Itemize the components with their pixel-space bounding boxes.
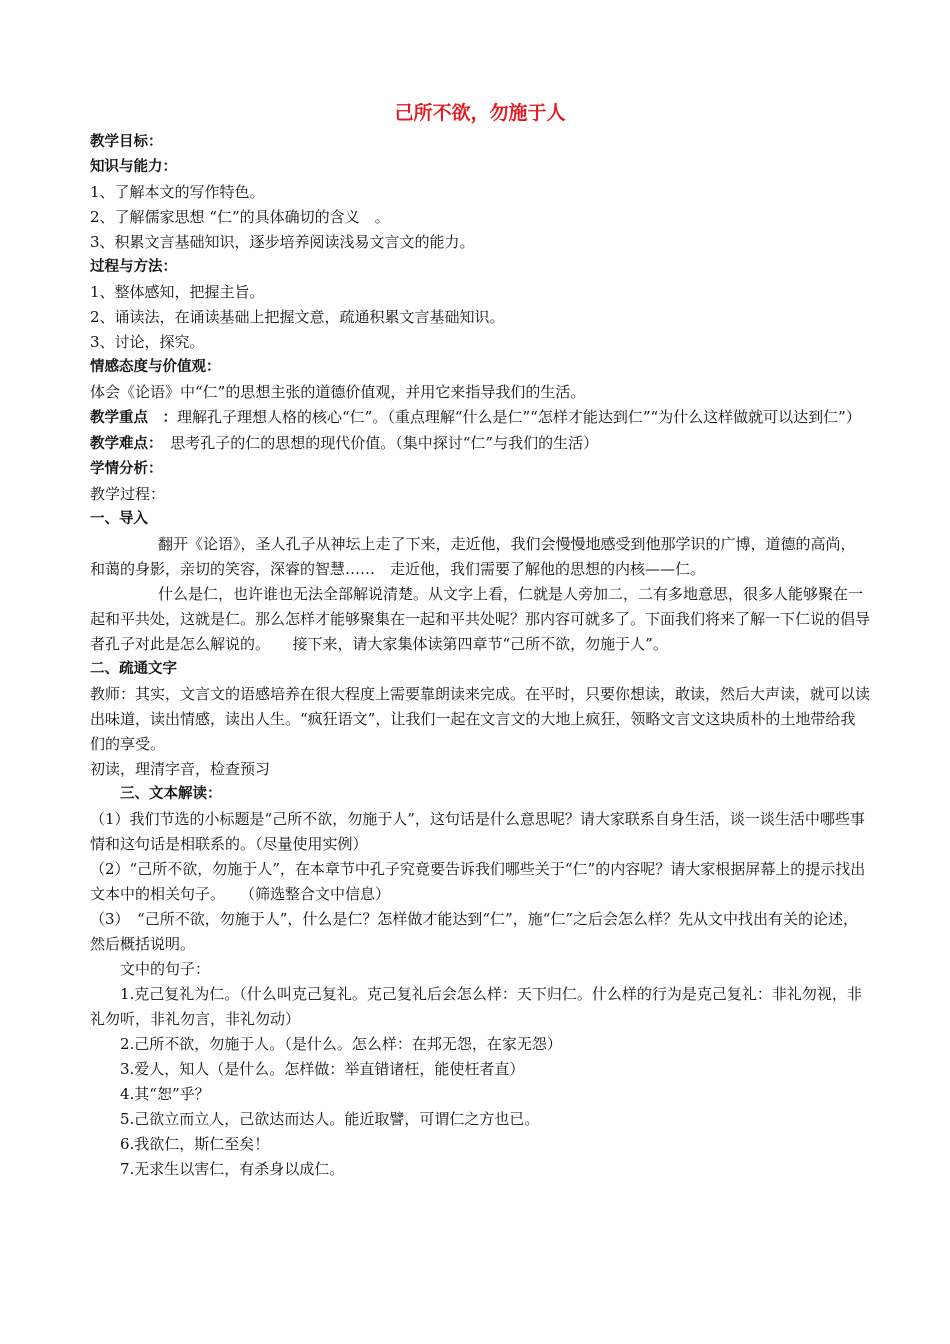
intro-paragraph-1: 翻开《论语》，圣人孔子从神坛上走了下来，走近他，我们会慢慢地感受到他那学识的广博，道德的高尚，和蔼的身影，亲切的笑容，深睿的智慧…… 走近他，我们需要了解他的思想的内核——仁。 (90, 535, 856, 578)
question-2: （2）“己所不欲，勿施于人”，在本章节中孔子究竟要告诉我们哪些关于“仁”的内容呢？请大家根据屏幕上的提示找出文本中的相关句子。 （筛选整合文中信息） (90, 860, 866, 903)
sentences-label: 文中的句子： (120, 960, 211, 978)
page-title: 己所不欲，勿施于人 (394, 102, 566, 124)
document-page (90, 100, 870, 1182)
difficulty-label: 教学难点： (90, 436, 156, 452)
section1-heading: 一、导入 (90, 511, 148, 527)
sentence-item: 6.我欲仁，斯仁至矣！ (120, 1135, 270, 1153)
objectives-heading: 教学目标： (90, 134, 163, 150)
sentence-item: 1.克己复礼为仁。（什么叫克己复礼。克己复礼后会怎么样：天下归仁。什么样的行为是克己复礼：非礼勿视，非礼勿听，非礼勿言，非礼勿动） (90, 985, 862, 1028)
knowledge-item: 1、了解本文的写作特色。 (90, 183, 265, 201)
key-point-label: 教学重点 ： (90, 410, 177, 426)
difficulty (90, 431, 870, 457)
sentence-item: 3.爱人，知人（是什么。怎样做：举直错诸枉，能使枉者直） (120, 1060, 525, 1078)
process-heading: 过程与方法： (90, 259, 177, 275)
emotion-text: 体会《论语》中“仁”的思想主张的道德价值观，并用它来指导我们的生活。 (90, 383, 586, 401)
knowledge-heading: 知识与能力： (90, 159, 177, 175)
section2-heading: 二、疏通文字 (90, 661, 177, 677)
analysis-heading: 学情分析： (90, 461, 163, 477)
section2-note: 初读，理清字音，检查预习 (90, 760, 271, 778)
sentence-item: 2.己所不欲，勿施于人。（是什么。怎么样：在邦无怨，在家无怨） (120, 1035, 562, 1053)
process-item: 3、讨论，探究。 (90, 333, 205, 351)
section3-heading: 三、文本解读： (120, 786, 222, 802)
intro-paragraph-2: 什么是仁，也许谁也无法全部解说清楚。从文字上看，仁就是人旁加二，二有多地意思，很多人能够聚在一起和平共处，这就是仁。那么怎样才能够聚集在一起和平共处呢？那内容可就多了。下面我们将来了解一下仁说的倡导者孔子对此是怎么解说的。 接下来，请大家集体读第四章节“己所不欲，勿施于人”。 (90, 585, 871, 653)
key-point (90, 405, 870, 431)
key-point-text: 理解孔子理想人格的核心“仁”。（重点理解“什么是仁”“怎样才能达到仁”“为什么这样做就可以达到仁”） (177, 408, 861, 426)
sentence-item: 5.己欲立而立人，己欲达而达人。能近取譬，可谓仁之方也已。 (120, 1110, 540, 1128)
process-item: 1、整体感知，把握主旨。 (90, 283, 265, 301)
question-1: （1）我们节选的小标题是“己所不欲，勿施于人”，这句话是什么意思呢？请大家联系自身生活，谈一谈生活中哪些事情和这句话是相联系的。（尽量使用实例） (90, 810, 865, 853)
question-3: （3） “己所不欲，勿施于人”，什么是仁？怎样做才能达到“仁”，施“仁”之后会怎么样？先从文中找出有关的论述，然后概括说明。 (90, 910, 859, 953)
emotion-heading: 情感态度与价值观： (90, 359, 221, 375)
process-item: 2、诵读法，在诵读基础上把握文意，疏通积累文言基础知识。 (90, 308, 505, 326)
knowledge-item: 3、积累文言基础知识，逐步培养阅读浅易文言文的能力。 (90, 233, 475, 251)
process-label: 教学过程： (90, 485, 166, 503)
sentence-item: 4.其“恕”乎？ (120, 1085, 210, 1103)
knowledge-item: 2、了解儒家思想 “仁”的具体确切的含义 。 (90, 208, 390, 226)
sentence-item: 7.无求生以害仁，有杀身以成仁。 (120, 1160, 345, 1178)
section2-paragraph: 教师：其实，文言文的语感培养在很大程度上需要靠朗读来完成。在平时，只要你想读，敢读，然后大声读，就可以读出味道，读出情感，读出人生。“疯狂语文”，让我们一起在文言文的大地上疯狂，领略文言文这块质朴的土地带给我们的享受。 (90, 685, 871, 753)
difficulty-text: 思考孔子的仁的思想的现代价值。（集中探讨“仁”与我们的生活） (155, 434, 599, 452)
